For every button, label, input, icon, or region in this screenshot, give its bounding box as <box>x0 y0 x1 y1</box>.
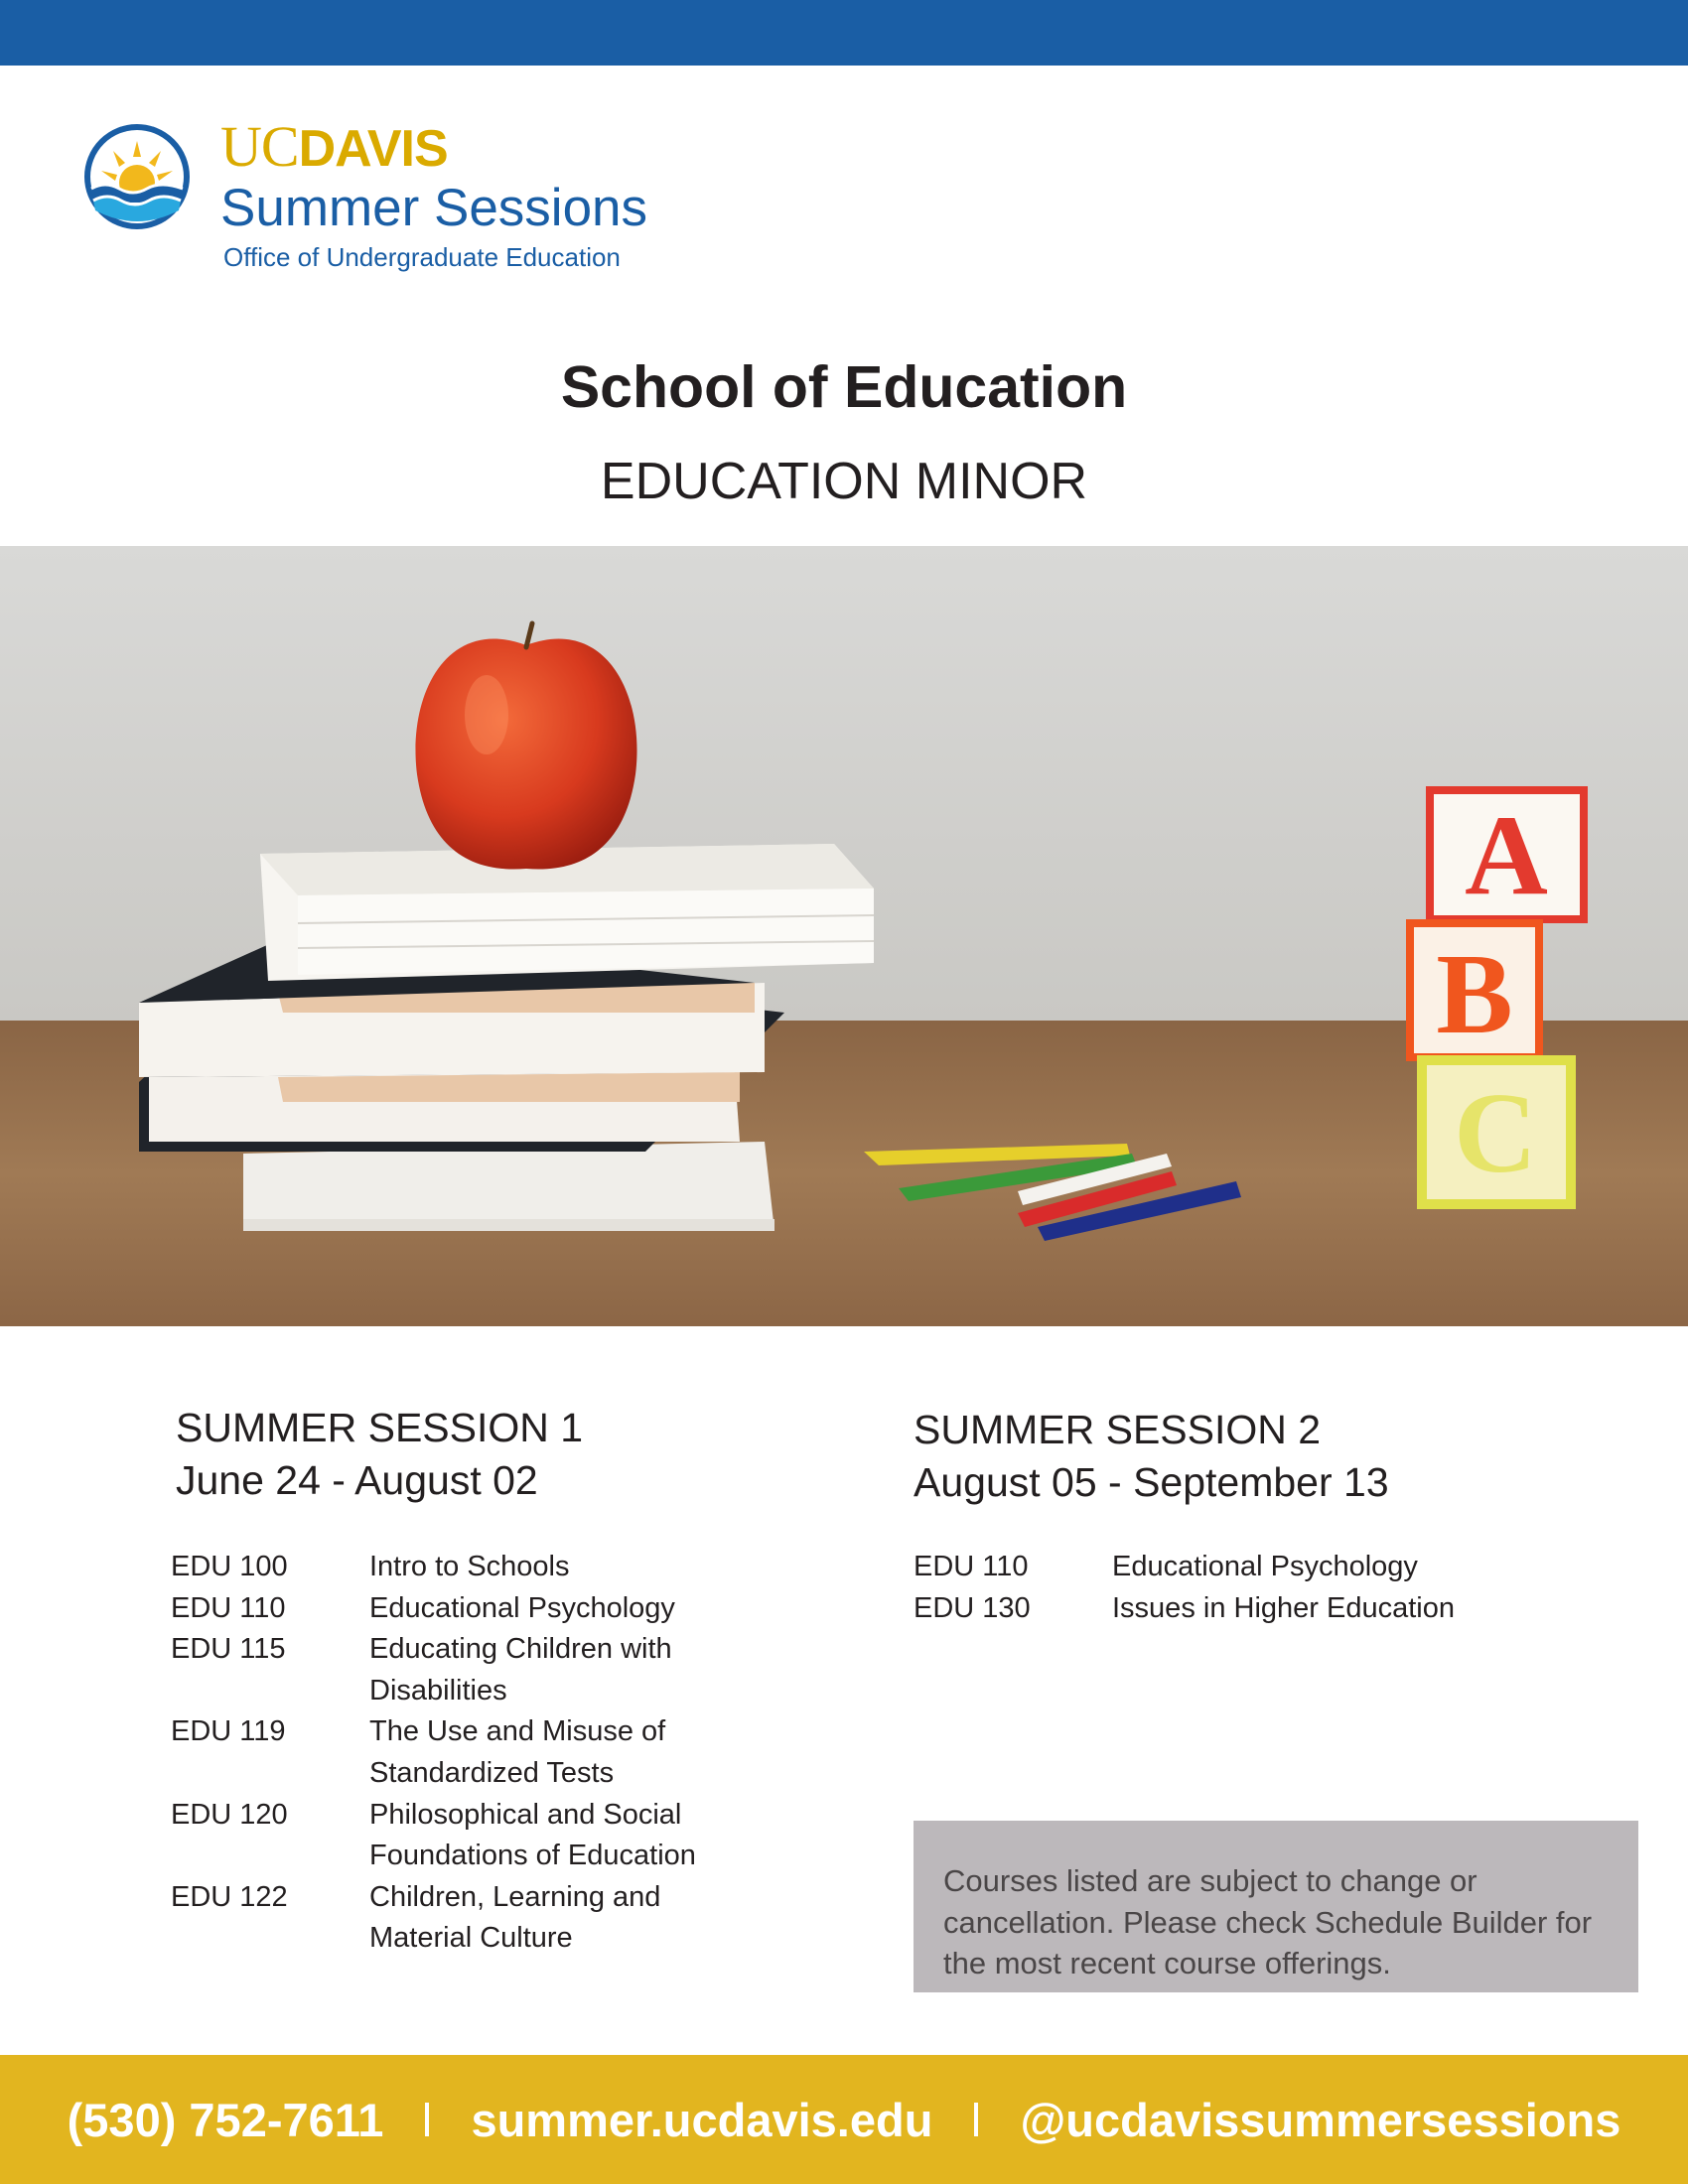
apple <box>415 623 636 870</box>
course-title: Philosophical and Social Foundations of Education <box>369 1798 696 1872</box>
svg-text:A: A <box>1465 792 1548 919</box>
course-code: EDU 120 <box>171 1798 288 1831</box>
course-title: Educational Psychology <box>369 1591 675 1624</box>
course-code: EDU 122 <box>171 1880 288 1913</box>
session-1-name: SUMMER SESSION 1 <box>176 1405 584 1450</box>
course-title: The Use and Misuse of Standardized Tests <box>369 1715 666 1789</box>
course-code: EDU 100 <box>171 1551 288 1582</box>
hero-image <box>0 546 1688 1326</box>
course-title: Educational Psychology <box>1112 1551 1418 1582</box>
page-title: School of Education <box>560 354 1128 420</box>
social-handle[interactable]: @ucdavissummersessions <box>1020 2093 1621 2146</box>
session-2-course-list <box>914 1547 1609 1629</box>
course-code: EDU 115 <box>171 1633 286 1666</box>
course-row <box>914 1547 1609 1588</box>
course-code: EDU 130 <box>914 1591 1031 1624</box>
office-name: Office of Undergraduate Education <box>223 242 621 272</box>
uc-davis-wordmark: UCDAVIS <box>220 114 448 179</box>
session-1-header <box>176 1402 583 1507</box>
svg-text:C: C <box>1454 1070 1537 1197</box>
program-name: Summer Sessions <box>220 179 648 237</box>
summer-sessions-logo <box>83 123 191 230</box>
session-2-dates: August 05 - September 13 <box>914 1459 1389 1505</box>
course-code: EDU 119 <box>171 1715 286 1748</box>
course-title: Issues in Higher Education <box>1112 1591 1455 1624</box>
top-color-bar <box>0 0 1688 66</box>
course-row <box>171 1629 727 1711</box>
course-row <box>171 1547 727 1588</box>
course-title: Educating Children with Disabilities <box>369 1633 672 1706</box>
page-subtitle: EDUCATION MINOR <box>600 453 1088 510</box>
course-title: Intro to Schools <box>369 1551 570 1582</box>
contact-footer <box>0 2055 1688 2184</box>
session-2-header <box>914 1404 1389 1509</box>
course-code: EDU 110 <box>914 1551 1029 1582</box>
schedule-notice: Courses listed are subject to change or cancellation. Please check Schedule Builder for the most recent course offerings. <box>914 1821 1638 1992</box>
course-row <box>171 1877 727 1960</box>
course-row <box>171 1588 727 1630</box>
svg-text:B: B <box>1436 931 1513 1058</box>
session-1-dates: June 24 - August 02 <box>176 1457 538 1503</box>
course-row <box>914 1588 1609 1630</box>
session-1-course-list <box>171 1547 727 1960</box>
course-row <box>171 1711 727 1794</box>
session-2-name: SUMMER SESSION 2 <box>914 1407 1322 1452</box>
footer-divider <box>974 2103 978 2136</box>
website-link[interactable]: summer.ucdavis.edu <box>471 2093 933 2146</box>
course-title: Children, Learning and Material Culture <box>369 1880 661 1955</box>
course-row <box>171 1795 727 1877</box>
course-code: EDU 110 <box>171 1591 286 1624</box>
phone-number[interactable]: (530) 752-7611 <box>67 2093 384 2146</box>
footer-divider <box>425 2103 429 2136</box>
